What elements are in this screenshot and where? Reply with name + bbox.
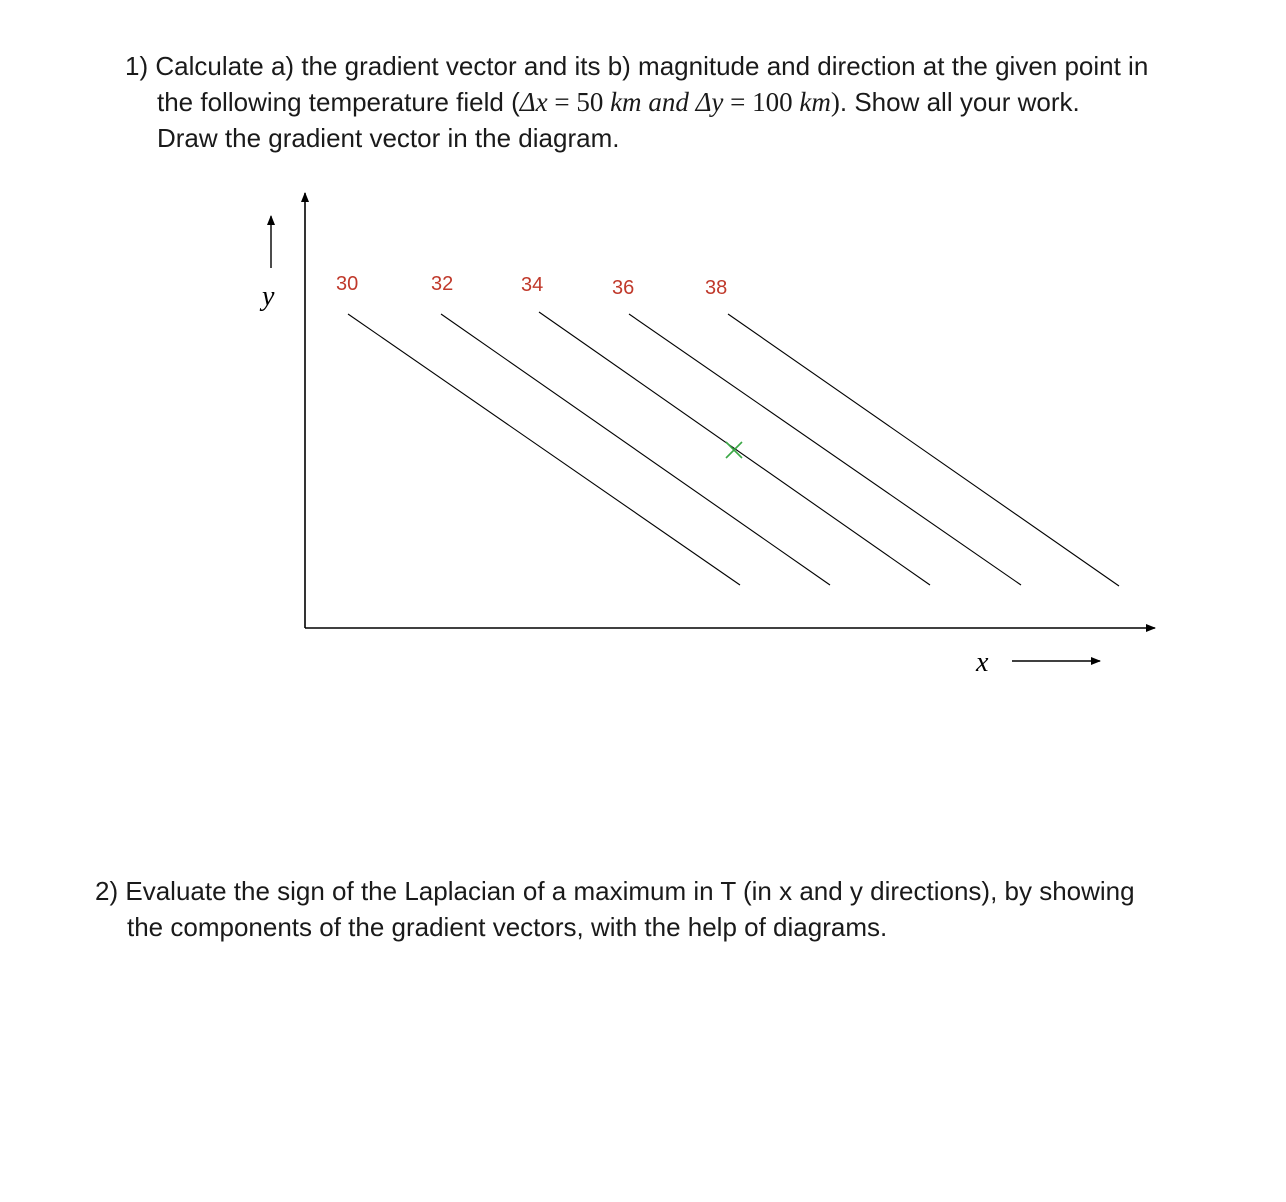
isotherm-36 [629, 314, 1021, 585]
y-axis-label: y [262, 281, 275, 312]
question-2-number: 2) [95, 876, 119, 906]
question-1-number: 1) [125, 51, 149, 81]
isotherm-38 [728, 314, 1119, 586]
question-2-line-2 [95, 909, 1245, 945]
question-2 [95, 873, 1245, 945]
isotherm-label-38: 38 [705, 277, 728, 299]
x-axis-label: x [976, 647, 989, 678]
isotherm-label-34: 34 [521, 274, 544, 296]
question-1-text-d: Draw the gradient vector in the diagram. [157, 123, 620, 153]
isotherm-label-32: 32 [431, 273, 454, 295]
question-2-text-a: Evaluate the sign of the Laplacian of a maximum in T (in x and y directions), by showing [125, 876, 1135, 906]
delta-x-value: = 50 [547, 87, 611, 117]
isotherm-32 [441, 314, 830, 585]
isotherm-30 [348, 314, 740, 585]
close-paren: ) [830, 87, 840, 117]
delta-x-symbol: Δx [519, 87, 548, 117]
delta-x-unit: km [610, 87, 642, 117]
question-2-text-b: the components of the gradient vectors, with the help of diagrams. [127, 912, 888, 942]
question-1-text-a: Calculate a) the gradient vector and its b) magnitude and direction at the given point in [155, 51, 1149, 81]
given-point-marker [726, 442, 742, 458]
question-2-line-1 [95, 873, 1245, 909]
isotherm-label-30: 30 [336, 273, 359, 295]
isotherm-label-36: 36 [612, 277, 635, 299]
delta-y-unit: km [799, 87, 831, 117]
question-1-text-c: . Show all your work. [839, 87, 1080, 117]
delta-y-symbol: Δy [695, 87, 724, 117]
delta-y-value: = 100 [723, 87, 800, 117]
question-1-text-b: the following temperature field ( [157, 87, 520, 117]
and-word: and [641, 87, 696, 117]
